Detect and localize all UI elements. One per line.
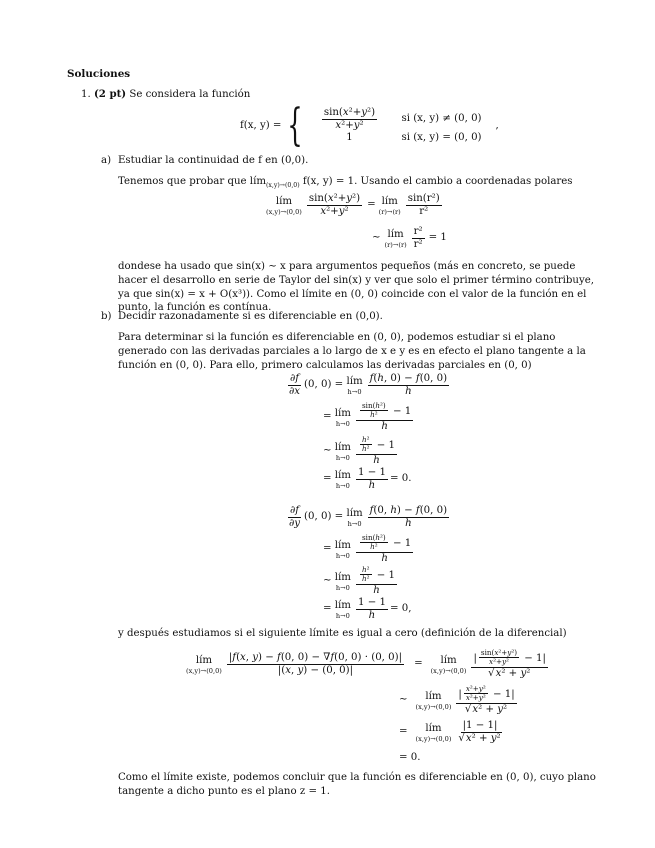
- part-a-label: a): [101, 155, 112, 166]
- section-heading: Soluciones: [67, 68, 131, 80]
- problem-number: 1.: [81, 89, 91, 100]
- case1-condition: si (x, y) ≠ (0, 0): [401, 113, 482, 125]
- polar-frac-cart: $\frac{\text{sin(x²+y²)}}{\text{x²+y²}}$: [308, 193, 361, 217]
- lim-operator-r: lím (r)→(r): [378, 196, 401, 216]
- definition-tail: ,: [495, 120, 499, 132]
- polar-frac-r: $\frac{\text{sin(r²)}}{\text{r²}}$: [407, 193, 440, 217]
- diff-limit-result: = 0.: [399, 752, 421, 763]
- part-b-title: Decidir razonadamente si es diferenciable en (0,0).: [118, 311, 383, 322]
- case2-value: 1: [346, 132, 353, 144]
- part-a-text1: Tenemos que probar que lím$_{(x,y)\to(0,0)}$ f(x, y) = 1. Usando el cambio a coordenadas polares: [118, 176, 573, 190]
- dfdx-line2: = lím h→0 $\frac{\text{sin(h²)}}{\text{h²}}$ − 1 h: [323, 401, 412, 432]
- part-a-title: Estudiar la continuidad de f en (0,0).: [118, 155, 309, 166]
- dfdx-line3: ∼ lím h→0 $\frac{\text{h²}}{\text{h²}}$ − 1 h: [323, 435, 395, 466]
- problem-intro: Se considera la función: [129, 89, 251, 100]
- dfdx-line4: = lím h→0 $\frac{1 - 1}{h}$ = 0.: [323, 467, 412, 491]
- part-b-intro: Para determinar si la función es diferenciable en (0, 0), podemos estudiar si el plano generado con las derivadas parciales a lo largo de x e y es en efecto el plano tangente a la función en (0, 0). Para ello, primero calculamos las derivadas parciales en (0, 0): [118, 332, 586, 371]
- case1-value: $\frac{\text{sin(x²+y²)}}{\text{x²+y²}}$: [323, 106, 376, 131]
- polar-limit-line1: lím (x,y)→(0,0) $\frac{\text{sin(x²+y²)}}{\text{x²+y²}}$ = lím (r)→(r) $\frac{\text{sin(r²)}}{\text{r²}}$: [266, 193, 440, 217]
- dfdy-line1: $\frac{\partial f}{\partial y}$ (0, 0) = lím h→0 $\frac{f(0, h) - f(0, 0)}{h}$: [289, 505, 448, 529]
- case2-condition: si (x, y) = (0, 0): [401, 132, 482, 144]
- part-b-label: b): [101, 311, 112, 322]
- diff-limit-line1: lím (x,y)→(0,0) $\frac{|f(x, y) - f(0, 0) - \nabla f(0, 0) \cdot (0, 0)|}{|(x, y) - (0, 0)|}$ = lím (x,y)→(0,0) | $\frac{\text{sin(x²+y²)}}{\text{x²+y²}}$ − 1| √x² + y²: [186, 648, 546, 679]
- definition-lhs: f(x, y) =: [240, 120, 282, 132]
- diff-limit-line2: ∼ lím (x,y)→(0,0) | $\frac{\text{x²+y²}}{\text{x²+y²}}$ − 1| √x² + y²: [399, 684, 515, 715]
- dfdy-line2: = lím h→0 $\frac{\text{sin(h²)}}{\text{h²}}$ − 1 h: [323, 533, 412, 564]
- part-a-conclusion: dondese ha usado que sin(x) ∼ x para argumentos pequeños (más en concreto, se puede hacer el desarrollo en serie de Taylor del sin(x) y ver que solo el primer término contribuye, ya que sin(x) = x + O(x³)). Como el límite en (0, 0) coincide con el valor de la función en el punto, la función es contínua.: [118, 261, 595, 314]
- function-definition: [240, 100, 499, 151]
- left-brace: {: [287, 100, 304, 151]
- part-b-conclusion: Como el límite existe, podemos concluir que la función es diferenciable en (0, 0), cuyo plano tangente a dicho punto es el plano z = 1.: [118, 772, 596, 797]
- problem-statement: [81, 88, 250, 102]
- diff-limit-line3: = lím (x,y)→(0,0) $\frac{|1 - 1|}{\text{√x² + y²}}$: [399, 720, 501, 744]
- lim-operator: lím (x,y)→(0,0): [266, 196, 302, 216]
- cases: [311, 107, 481, 145]
- dfdy-line3: ∼ lím h→0 $\frac{\text{h²}}{\text{h²}}$ − 1 h: [323, 565, 395, 596]
- part-b-text2: y después estudiamos si el siguiente límite es igual a cero (definición de la diferencial): [118, 628, 567, 639]
- dfdy-line4: = lím h→0 $\frac{1 - 1}{h}$ = 0,: [323, 597, 412, 621]
- problem-points: (2 pt): [93, 88, 127, 100]
- polar-limit-line2: ∼ lím (r)→(r) $\frac{\text{r²}}{\text{r²}}$ = 1: [372, 226, 447, 250]
- dfdx-line1: $\frac{\partial f}{\partial x}$ (0, 0) = lím h→0 $\frac{f(h, 0) - f(0, 0)}{h}$: [289, 373, 448, 397]
